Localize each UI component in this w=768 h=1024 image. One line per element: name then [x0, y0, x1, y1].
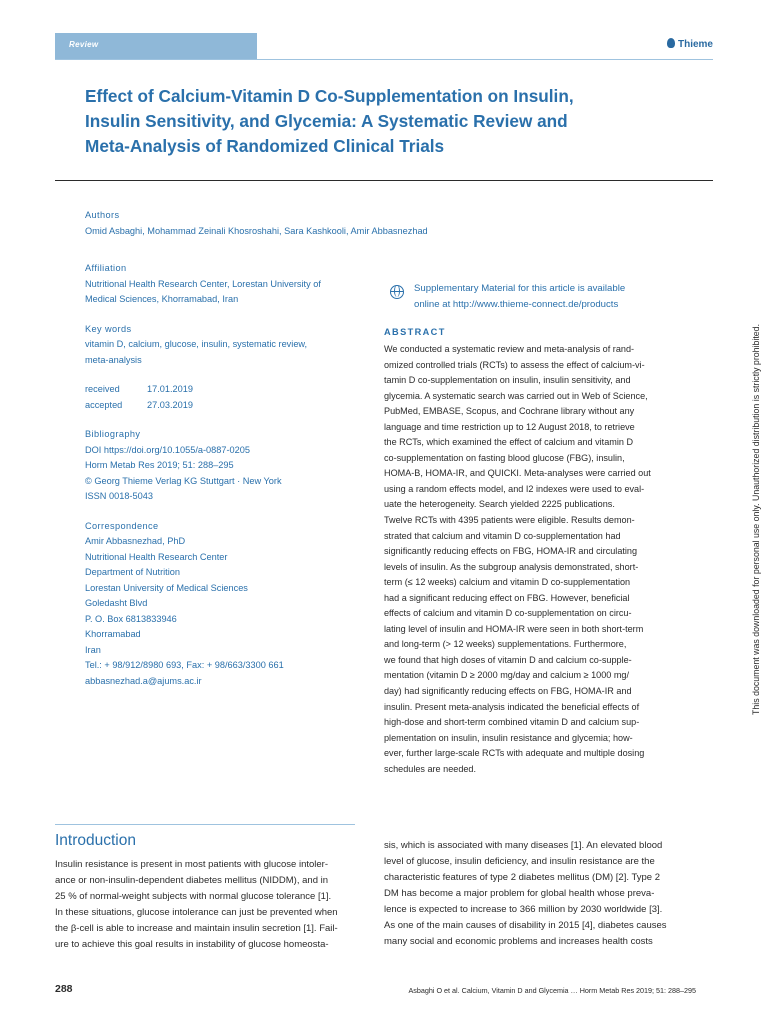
abstract-line: levels of insulin. As the subgroup analysis demonstrated, short-	[384, 561, 639, 572]
abstract-line: PubMed, EMBASE, Scopus, and Cochrane library without any	[384, 406, 635, 417]
body-line: level of glucose, insulin deficiency, and insulin resistance are the	[384, 856, 655, 867]
globe-icon	[390, 285, 404, 299]
correspondence-line: Khorramabad	[85, 629, 141, 639]
section-label-bar	[55, 33, 257, 59]
affiliation-line: Medical Sciences, Khorramabad, Iran	[85, 294, 239, 304]
body-line: DM has become a major problem for global health whose preva-	[384, 888, 655, 899]
body-line: In these situations, glucose intolerance can just be prevented when	[55, 907, 338, 918]
authors-names: Omid Asbaghi, Mohammad Zeinali Khosroshahi, Sara Kashkooli, Amir Abbasnezhad	[85, 225, 428, 236]
abstract-line: the RCTs, which examined the effect of calcium and vitamin D	[384, 437, 634, 448]
abstract-line: had a significant reducing effect on FBG. However, beneficial	[384, 592, 630, 603]
bibliography-label: Bibliography	[85, 429, 141, 439]
affiliation-line: Nutritional Health Research Center, Lorestan University of	[85, 278, 321, 289]
body-line: many social and economic problems and increases health costs	[384, 936, 653, 947]
side-watermark-note: This document was downloaded for personal use only. Unauthorized distribution is strictly prohibited.	[751, 323, 761, 715]
keywords-line: vitamin D, calcium, glucose, insulin, systematic review,	[85, 339, 308, 349]
bibliography-line: © Georg Thieme Verlag KG Stuttgart · New York	[85, 475, 282, 486]
abstract-line: day) had significantly reducing effects on FBG, HOMA-IR and	[384, 686, 632, 697]
abstract-line: lating level of insulin and HOMA-IR were seen in both short-term	[384, 623, 644, 634]
body-line: characteristic features of type 2 diabetes mellitus (DM) [2]. Type 2	[384, 872, 660, 883]
abstract-line: We conducted a systematic review and meta-analysis of rand-	[384, 344, 635, 354]
abstract-line: HOMA-B, HOMA-IR, and QUICKI. Meta-analyses were carried out	[384, 468, 651, 479]
received-label: received	[85, 384, 120, 394]
abstract-line: strated that calcium and vitamin D co-supplementation had	[384, 530, 621, 541]
abstract-line: mentation (vitamin D ≥ 2000 mg/day and calcium ≥ 1000 mg/	[384, 670, 630, 681]
title-line: Insulin Sensitivity, and Glycemia: A Systematic Review and	[85, 111, 568, 131]
abstract-line: ever, further large-scale RCTs with adequate and multiple dosing	[384, 748, 645, 759]
abstract-line: significantly reducing effects on FBG, HOMA-IR and circulating	[384, 546, 638, 557]
abstract-line: insulin. Present meta-analysis indicated the beneficial effects of	[384, 701, 640, 712]
title-rule	[55, 180, 713, 181]
abstract-line: effects of calcium and vitamin D co-supplementation on circu-	[384, 608, 632, 619]
supplementary-text	[414, 281, 625, 312]
abstract-line: glycemia. A systematic search was carried out in Web of Science,	[384, 390, 648, 401]
abstract-line: language and time restriction up to 12 August 2018, to retrieve	[384, 421, 635, 432]
bibliography-line: ISSN 0018-5043	[85, 491, 153, 501]
correspondence-label: Correspondence	[85, 520, 159, 531]
abstract	[384, 327, 696, 777]
supplementary-line: Supplementary Material for this article is available	[414, 283, 626, 294]
section-rule	[55, 824, 355, 825]
body-line: Insulin resistance is present in most patients with glucose intoler-	[55, 859, 328, 870]
affiliation-label: Affiliation	[85, 263, 127, 273]
introduction-heading: Introduction	[55, 832, 136, 849]
body-line: sis, which is associated with many diseases [1]. An elevated blood	[384, 840, 663, 851]
thieme-logo-icon	[667, 38, 675, 48]
accepted-date: 27.03.2019	[147, 399, 193, 410]
abstract-line: high-dose and short-term combined vitamin D and calcium sup-	[384, 717, 640, 728]
accepted-label: accepted	[85, 399, 123, 410]
introduction-right-column	[384, 838, 704, 950]
correspondence-line: Tel.: + 98/912/8980 693, Fax: + 98/663/3300 661	[85, 660, 284, 670]
body-line: ance or non-insulin-dependent diabetes mellitus (NIDDM), and in	[55, 875, 329, 886]
email-link[interactable]: abbasnezhad.a@ajums.ac.ir	[85, 675, 202, 686]
correspondence-line: Iran	[85, 644, 101, 655]
correspondence-line: P. O. Box 6813833946	[85, 613, 177, 624]
abstract-heading: ABSTRACT	[384, 327, 446, 337]
body-line: the β-cell is able to increase and maintain insulin secretion [1]. Fail-	[55, 923, 338, 934]
publisher-logo	[667, 38, 713, 50]
received-date: 17.01.2019	[147, 384, 193, 394]
introduction-left-column	[55, 857, 375, 953]
authors-label: Authors	[85, 210, 120, 220]
body-line: As one of the main causes of disability in 2015 [4], diabetes causes	[384, 920, 667, 931]
abstract-line: using a random effects model, and I2 indexes were used to eval-	[384, 483, 645, 494]
received-row	[85, 382, 375, 398]
title-line: Meta-Analysis of Randomized Clinical Trials	[85, 136, 445, 156]
abstract-line: schedules are needed.	[384, 763, 477, 774]
abstract-line: Twelve RCTs with 4395 patients were eligible. Results demon-	[384, 515, 635, 526]
keywords-label: Key words	[85, 323, 132, 334]
abstract-line: plementation on insulin, insulin resistance and glycemia; how-	[384, 732, 633, 743]
publisher-name: Thieme	[677, 39, 713, 50]
bibliography-line: Horm Metab Res 2019; 51: 288–295	[85, 460, 234, 470]
correspondence-line: Goledasht Blvd	[85, 598, 148, 608]
footer-citation: Asbaghi O et al. Calcium, Vitamin D and Glycemia … Horm Metab Res 2019; 51: 288–295	[408, 986, 696, 995]
header-rule	[55, 59, 713, 60]
abstract-line: tamin D co-supplementation on insulin, insulin sensitivity, and	[384, 375, 631, 386]
correspondence-line: Lorestan University of Medical Sciences	[85, 582, 248, 593]
doi-link[interactable]: DOI https://doi.org/10.1055/a-0887-0205	[85, 444, 250, 455]
body-line: ure to achieve this goal results in instability of glucose homeosta-	[55, 939, 329, 950]
correspondence-line: Amir Abbasnezhad, PhD	[85, 536, 186, 546]
correspondence-line: Department of Nutrition	[85, 567, 180, 577]
abstract-line: omized controlled trials (RCTs) to assess the effect of calcium-vi-	[384, 359, 645, 370]
title-line: Effect of Calcium-Vitamin D Co-Supplementation on Insulin,	[85, 86, 574, 106]
correspondence-line: Nutritional Health Research Center	[85, 551, 228, 562]
abstract-line: co-supplementation on fasting blood glucose (FBG), insulin,	[384, 452, 625, 463]
abstract-line: we found that high doses of vitamin D and calcium co-supple-	[384, 654, 632, 665]
section-label: Review	[69, 40, 99, 49]
accepted-row	[85, 398, 375, 414]
keywords-line: meta-analysis	[85, 354, 142, 365]
body-line: lence is expected to increase to 366 million by 2030 worldwide [3].	[384, 904, 663, 915]
page-number: 288	[55, 983, 73, 995]
abstract-line: and long-term (> 12 weeks) supplementations. Furthermore,	[384, 639, 627, 650]
abstract-line: uate the heterogeneity. Search yielded 2225 publications.	[384, 499, 615, 510]
supplementary-link[interactable]: online at http://www.thieme-connect.de/products	[414, 298, 619, 310]
body-line: 25 % of normal-weight subjects with normal glucose tolerance [1].	[55, 891, 332, 902]
abstract-line: term (≤ 12 weeks) calcium and vitamin D co-supplementation	[384, 577, 631, 588]
article-title	[85, 84, 645, 159]
